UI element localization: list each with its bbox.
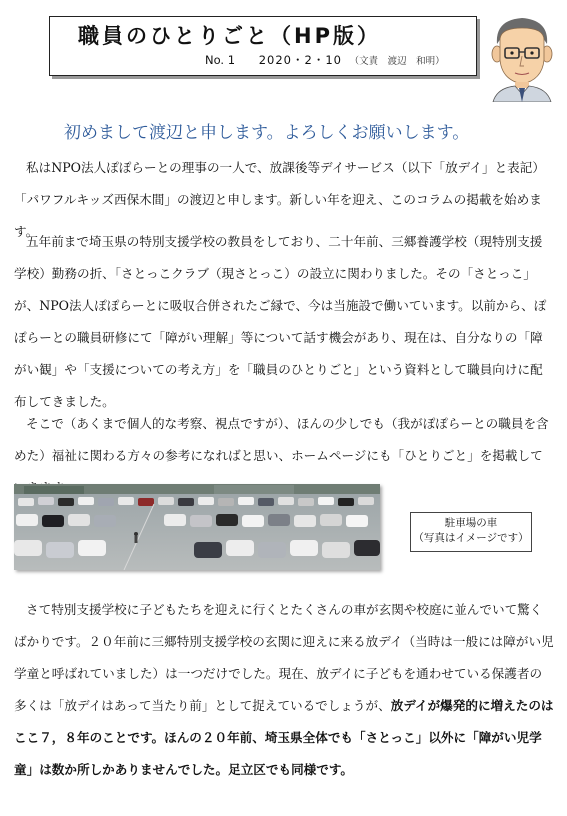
greeting-heading: 初めまして渡辺と申します。よろしくお願いします。 bbox=[64, 123, 470, 143]
issue-date: 2020・2・10 bbox=[258, 53, 342, 67]
paragraph-history-normal: さて特別支援学校に子どもたちを迎えに行くとたくさんの車が玄関や校庭に並んでいて驚くばかりです。２０年前に三郷特別支援学校の玄関に迎えに来る放デイ（当時は一般には障がい児学童と呼ばれていました）は一つだけでした。現在、放デイに子どもを通わせている保護者の多くは「放デイはあって当たり前」として捉えているでしょうが、 bbox=[14, 602, 554, 713]
caption-title: 駐車場の車 bbox=[444, 517, 498, 529]
paragraph-intro: 私はNPO法人ぽぽらーとの理事の一人で、放課後等デイサービス（以下「放デイ」と表記）「パワフルキッズ西保木間」の渡辺と申します。新しい年を迎え、このコラムの掲載を始めます。 bbox=[14, 160, 545, 239]
author-portrait-illustration bbox=[485, 10, 559, 102]
issue-line bbox=[205, 52, 445, 68]
newsletter-title: 職員のひとりごと（HP版） bbox=[78, 24, 381, 48]
parking-lot-photo bbox=[14, 484, 380, 570]
paragraph-background: 五年前まで埼玉県の特別支援学校の教員をしており、二十年前、三郷養護学校（現特別支援学校）勤務の折、「さとっこクラブ（現さとっこ）の設立に関わりました。その「さとっこ」が、NPO法人ぽぽらーとに吸収合併されたご縁で、今は当施設で働いています。以前から、ぽぽらーとの職員研修にて「障がい理解」等について話す機会があり、現在は、自分なりの「障がい観」や「支援についての考え方」を「職員のひとりごと」という資料として職員向けに配布してきました。 bbox=[14, 234, 547, 409]
author-credit: （文責 渡辺 和明） bbox=[349, 56, 445, 67]
paragraph-history bbox=[14, 594, 554, 786]
photo-caption bbox=[410, 512, 532, 552]
caption-note: （写真はイメージです） bbox=[413, 532, 529, 544]
paragraph-history-bold: 放デイが爆発的に増えたのはここ７，８年のことです。ほんの２０年前、埼玉県全体でも「さとっこ」以外に「障がい児学童」は数か所しかありませんでした。足立区でも同様です。 bbox=[14, 698, 554, 777]
issue-number: No. 1 bbox=[205, 53, 236, 67]
paragraph-purpose: そこで（あくまで個人的な考察、視点ですが）、ほんの少しでも（我がぽぽらーとの職員を含めた）福祉に関わる方々の参考になればと思い、ホームページにも「ひとりごと」を掲載して bbox=[14, 416, 549, 463]
